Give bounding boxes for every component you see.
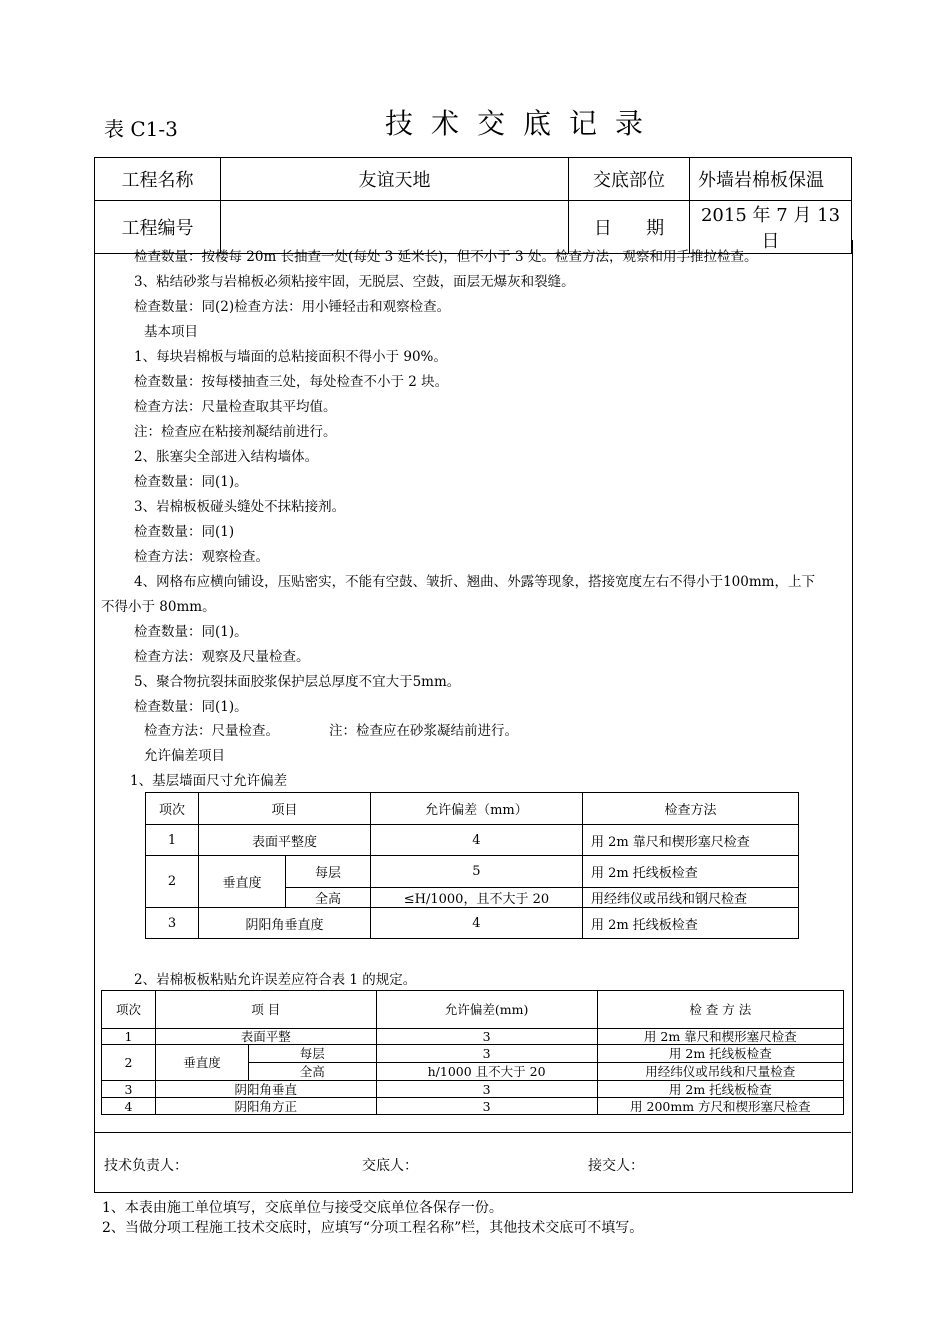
table-header: 允许偏差（mm） — [370, 793, 582, 825]
part-value: 外墙岩棉板保温 — [690, 158, 852, 201]
table-header: 项 目 — [156, 991, 377, 1029]
table-cell: 4 — [102, 1098, 156, 1115]
table-cell: 3 — [376, 1098, 597, 1115]
table-cell: 用 2m 托线板检查 — [597, 1045, 843, 1063]
project-name-value: 友谊天地 — [221, 158, 569, 201]
table-row — [146, 825, 799, 856]
table-header: 检 查 方 法 — [597, 991, 843, 1029]
table-cell: 3 — [102, 1081, 156, 1098]
project-no-label: 工程编号 — [95, 201, 221, 254]
deviation-table-2 — [101, 990, 844, 1115]
receiver-label: 接交人： — [588, 1158, 644, 1174]
project-name-label: 工程名称 — [95, 158, 221, 201]
table-cell: 垂直度 — [199, 856, 286, 908]
table-cell: 4 — [370, 908, 582, 939]
body-line: 检查方法：尺量检查取其平均值。 — [134, 399, 337, 415]
date-label: 日 期 — [569, 201, 690, 254]
section-heading: 基本项目 — [144, 324, 198, 340]
table-row — [102, 1081, 844, 1098]
table-header: 允许偏差(mm) — [376, 991, 597, 1029]
table-cell: 4 — [370, 825, 582, 856]
section-heading: 允许偏差项目 — [144, 748, 225, 764]
body-line: 检查数量：按楼每 20m 长抽查一处(每处 3 延米长)，但不小于 3 处。检查方法，观察和用手推拉检查。 — [134, 249, 758, 265]
body-line: 不得小于 80mm。 — [101, 599, 216, 615]
body-line: 检查数量：同(1) — [134, 524, 235, 540]
table-cell: 全高 — [286, 888, 371, 908]
body-line: 检查数量：同(1)。 — [134, 699, 248, 715]
table-header: 项目 — [199, 793, 371, 825]
table-row — [102, 1029, 844, 1045]
table-header: 项次 — [102, 991, 156, 1029]
table-cell: 表面平整度 — [199, 825, 371, 856]
table-cell: 全高 — [249, 1063, 377, 1081]
table-cell: 每层 — [249, 1045, 377, 1063]
deviation-table-1 — [145, 792, 799, 939]
body-line: 注：检查应在粘接剂凝结前进行。 — [134, 424, 337, 440]
table-cell: 用 2m 靠尺和楔形塞尺检查 — [597, 1029, 843, 1045]
table-cell: ≤H/1000，且不大于 20 — [370, 888, 582, 908]
table-cell: 垂直度 — [156, 1045, 249, 1081]
body-line: 检查方法：尺量检查。 — [144, 723, 279, 739]
table-cell: 阴阳角方正 — [156, 1098, 377, 1115]
table-cell: 用 2m 托线板检查 — [597, 1081, 843, 1098]
table-caption: 1、基层墙面尺寸允许偏差 — [130, 773, 288, 789]
body-line: 检查数量：按每楼抽查三处，每处检查不小于 2 块。 — [134, 374, 449, 390]
table-cell: 3 — [146, 908, 199, 939]
date-value: 2015 年 7 月 13 日 — [690, 201, 852, 254]
form-code: 表 C1-3 — [104, 117, 178, 141]
footnote: 2、当做分项工程施工技术交底时，应填写“分项工程名称”栏，其他技术交底可不填写。 — [102, 1220, 644, 1236]
body-line: 5、聚合物抗裂抹面胶浆保护层总厚度不宜大于5mm。 — [134, 674, 461, 690]
body-line: 1、每块岩棉板与墙面的总粘接面积不得小于 90%。 — [134, 349, 447, 365]
body-line: 3、粘结砂浆与岩棉板必须粘接牢固，无脱层、空鼓，面层无爆灰和裂缝。 — [134, 274, 575, 290]
table-row — [102, 1045, 844, 1063]
body-line: 2、胀塞尖全部进入结构墙体。 — [134, 449, 319, 465]
table-cell: 每层 — [286, 856, 371, 888]
body-line: 检查方法：观察及尺量检查。 — [134, 649, 310, 665]
table-cell: 阴阳角垂直度 — [199, 908, 371, 939]
body-line: 检查数量：同(2)检查方法：用小锤轻击和观察检查。 — [134, 299, 451, 315]
table-cell: 3 — [376, 1081, 597, 1098]
table-cell: 用经纬仪或吊线和尺量检查 — [597, 1063, 843, 1081]
table-cell: h/1000 且不大于 20 — [376, 1063, 597, 1081]
table-cell: 阴阳角垂直 — [156, 1081, 377, 1098]
body-line: 4、网格布应横向铺设，压贴密实，不能有空鼓、皱折、翘曲、外露等现象，搭接宽度左右不得小于100mm，上下 — [134, 574, 815, 590]
part-label: 交底部位 — [569, 158, 690, 201]
table-cell: 3 — [376, 1045, 597, 1063]
signature-divider — [94, 1132, 851, 1133]
table-row — [102, 1098, 844, 1115]
table-cell: 表面平整 — [156, 1029, 377, 1045]
presenter-label: 交底人： — [362, 1158, 418, 1174]
footnote: 1、本表由施工单位填写，交底单位与接受交底单位各保存一份。 — [102, 1200, 503, 1216]
table-header: 项次 — [146, 793, 199, 825]
table-cell: 5 — [370, 856, 582, 888]
table-cell: 1 — [102, 1029, 156, 1045]
table-cell: 2 — [102, 1045, 156, 1081]
table-header: 检查方法 — [582, 793, 798, 825]
tech-lead-label: 技术负责人： — [104, 1158, 188, 1174]
table-caption: 2、岩棉板板粘贴允许误差应符合表 1 的规定。 — [134, 972, 417, 988]
table-cell: 2 — [146, 856, 199, 908]
table-cell: 用经纬仪或吊线和钢尺检查 — [582, 888, 798, 908]
table-cell: 1 — [146, 825, 199, 856]
table-row — [146, 908, 799, 939]
table-row — [146, 856, 799, 888]
table-cell: 用 2m 托线板检查 — [582, 908, 798, 939]
body-line: 检查方法：观察检查。 — [134, 549, 269, 565]
page-title: 技术交底记录 — [385, 107, 662, 140]
body-line: 3、岩棉板板碰头缝处不抹粘接剂。 — [134, 499, 346, 515]
body-line: 检查数量：同(1)。 — [134, 474, 248, 490]
table-cell: 3 — [376, 1029, 597, 1045]
table-cell: 用 200mm 方尺和楔形塞尺检查 — [597, 1098, 843, 1115]
table-cell: 用 2m 靠尺和楔形塞尺检查 — [582, 825, 798, 856]
body-line: 注：检查应在砂浆凝结前进行。 — [329, 723, 518, 739]
body-line: 检查数量：同(1)。 — [134, 624, 248, 640]
table-cell: 用 2m 托线板检查 — [582, 856, 798, 888]
